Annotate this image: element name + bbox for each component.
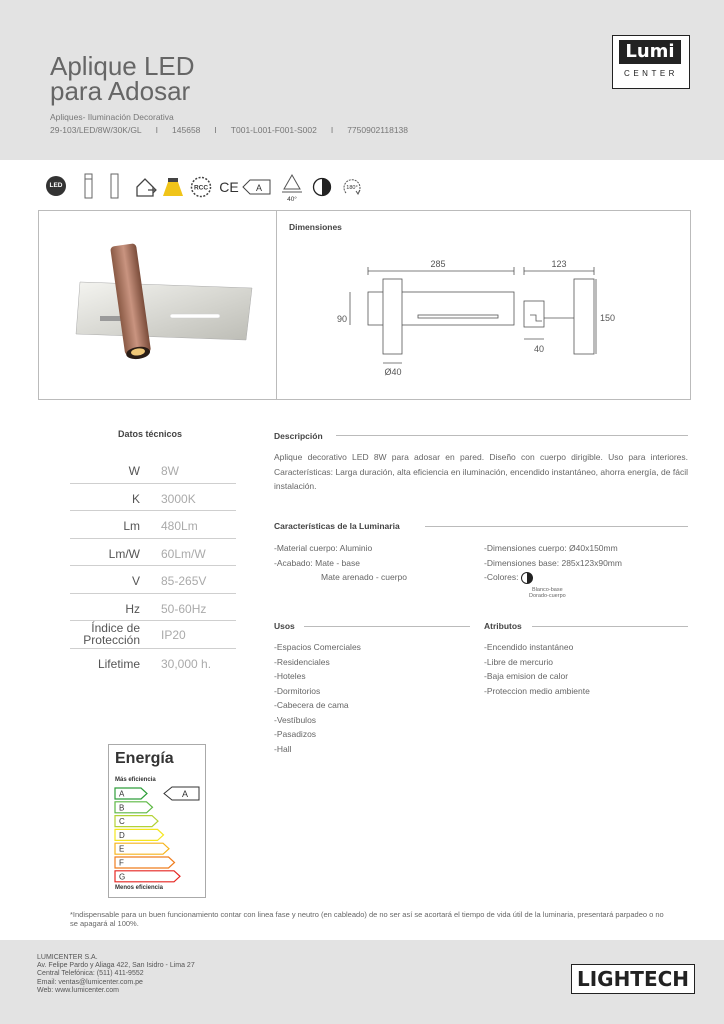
description-rule: [336, 435, 688, 436]
tech-row-kelvin: [70, 484, 236, 512]
tech-value: 30,000 h.: [161, 656, 212, 671]
tech-key: W: [128, 464, 140, 478]
tech-row-efficacy: [70, 539, 236, 567]
tech-value: 85-265V: [161, 574, 207, 588]
indoor-icon: [134, 176, 158, 198]
uso-item: -Residenciales: [274, 656, 330, 667]
slot-outline: [418, 315, 498, 318]
base-depth-label: 40: [533, 344, 545, 354]
ce-label: CE: [219, 179, 239, 195]
side-body-outline: [574, 279, 594, 354]
tech-data-table: [70, 456, 236, 675]
uso-item: -Dormitorios: [274, 685, 321, 696]
features-rule: [425, 526, 688, 527]
uso-item: -Pasadizos: [274, 729, 317, 739]
atributo-item: -Baja emision de calor: [484, 671, 569, 681]
energy-class-c-label: C: [119, 817, 125, 827]
tech-value: 60Lm/W: [161, 546, 206, 561]
uso-item: -Cabecera de cama: [274, 700, 349, 710]
atributo-item: -Libre de mercurio: [484, 656, 553, 667]
feature-item: -Acabado: Mate - base: [274, 557, 360, 568]
tech-key: Lm/W: [108, 546, 140, 561]
tech-key-line2: Protección: [83, 633, 140, 647]
code-separator: I: [330, 125, 334, 135]
light-beam-icon: [162, 176, 184, 198]
usos-title: Usos: [274, 621, 295, 631]
uso-item: -Hoteles: [274, 671, 306, 681]
energy-class-f-bar: [115, 857, 175, 868]
tech-key: Lifetime: [97, 656, 140, 671]
company-line: LUMICENTER S.A.: [37, 954, 98, 961]
energy-class-label: A: [255, 183, 263, 193]
energy-less-efficiency: Menos eficiencia: [115, 885, 164, 891]
company-line: Av. Felipe Pardo y Aliaga 422, San Isidro - Lima 27: [37, 962, 195, 970]
tech-row-frequency: [70, 594, 236, 622]
title-line-1: Aplique LED: [50, 51, 195, 81]
company-info: [37, 954, 195, 995]
tech-row-protection: [70, 621, 236, 649]
tech-row-lumens: [70, 511, 236, 539]
features-left-list: [274, 541, 407, 585]
dimensions-title: Dimensiones: [289, 222, 342, 232]
model-code: 29-103/LED/8W/30K/GL: [50, 125, 142, 135]
rcc-label: RCC: [193, 184, 209, 192]
energy-class-f-label: F: [119, 858, 124, 868]
uso-item: -Hall: [274, 743, 292, 754]
color-swatch-icon: [519, 570, 535, 586]
product-subtitle: Apliques- Iluminación Decorativa: [50, 112, 174, 122]
barcode-number: 7750902118138: [347, 125, 409, 135]
company-line: Web: www.lumicenter.com: [37, 986, 119, 994]
logo-bottom-text: CENTER: [624, 69, 678, 78]
energy-label: [108, 744, 206, 898]
color-notes: [529, 587, 566, 599]
features-title: Características de la Luminaria: [274, 521, 400, 531]
code-separator: I: [155, 125, 159, 135]
feature-item: -Material cuerpo: Aluminio: [274, 543, 373, 553]
energy-class-g-label: G: [119, 872, 126, 882]
tech-row-voltage: [70, 566, 236, 594]
code-separator: I: [214, 125, 217, 135]
feature-item: -Dimensiones cuerpo: Ø40x150mm: [484, 543, 618, 553]
tech-value: 3000K: [161, 491, 196, 506]
product-title: [50, 51, 195, 106]
energy-rating-label: A: [181, 789, 189, 799]
feature-item: -Colores:: [484, 572, 519, 582]
logo-top-text: Lumi: [619, 40, 681, 64]
diameter-label: Ø40: [384, 367, 402, 377]
energy-class-b-label: B: [119, 803, 125, 813]
wall-mount-icon: [82, 172, 96, 202]
description-title: Descripción: [274, 431, 323, 441]
led-icon: LED: [46, 176, 66, 196]
height-label: 90: [336, 314, 347, 324]
energy-title: Energía: [115, 750, 174, 767]
rcc-icon: [190, 175, 212, 199]
energy-class-icon: [242, 177, 272, 197]
total-height-label: 150: [600, 313, 616, 323]
energy-class-a-label: A: [119, 789, 125, 799]
tech-value: IP20: [161, 628, 186, 642]
description-text: Aplique decorativo LED 8W para adosar en pared. Diseño con cuerpo dirigible. Uso para interiores. Características: Larga duración, alta eficiencia en iluminación, encendido instantáneo, ahorra energía, de fácil instalación.: [274, 452, 688, 491]
usos-list: [274, 640, 361, 756]
beam-angle-label: 40°: [287, 196, 297, 203]
tech-key: V: [131, 574, 140, 588]
atributo-item: -Proteccion medio ambiente: [484, 685, 590, 696]
body-outline: [383, 279, 402, 354]
energy-more-efficiency: Más eficiencia: [115, 777, 156, 783]
lightech-logo: LIGHTECH: [571, 964, 695, 994]
ref-code: T001-L001-F001-S002: [230, 125, 317, 135]
color-icon: [310, 175, 334, 199]
surface-mount-icon: [108, 172, 122, 202]
sku-code: 145658: [172, 125, 201, 135]
rotation-label: 180°: [346, 185, 358, 191]
footnote: *Indispensable para un buen funcionamiento contar con linea fase y neutro (en cableado) de no ser así se acortará el tiempo de vida útil de la luminaria, presentará parpadeo o no se apagará al 100%.: [70, 910, 664, 928]
company-line: Central Telefónica: (511) 411-9552: [37, 970, 144, 978]
title-line-2: para Adosar: [50, 76, 191, 106]
energy-class-e-label: E: [119, 844, 125, 854]
ce-icon: [218, 177, 240, 197]
tech-key: K: [131, 491, 140, 506]
tech-row-watts: [70, 456, 236, 484]
tech-key: [83, 622, 140, 646]
uso-item: -Vestíbulos: [274, 714, 317, 725]
color-note: Dorado-cuerpo: [529, 593, 566, 599]
box-divider: [276, 211, 277, 399]
tech-value: 8W: [161, 464, 179, 478]
product-codes: [50, 125, 408, 135]
atributo-item: -Encendido instantáneo: [484, 642, 574, 652]
feature-item: Mate arenado - cuerpo: [321, 572, 407, 582]
tech-key: Hz: [125, 601, 140, 616]
lumicenter-logo: [612, 35, 690, 89]
energy-bars: [109, 745, 205, 897]
width-label: 285: [430, 259, 446, 269]
tech-data-title: Datos técnicos: [118, 429, 183, 439]
atributos-list: [484, 640, 590, 698]
tech-row-lifetime: [70, 649, 236, 676]
rotation-icon: [340, 175, 364, 199]
side-base-outline: [524, 301, 544, 327]
product-photo: [70, 232, 260, 372]
atributos-rule: [532, 626, 688, 627]
energy-class-d-label: D: [119, 830, 125, 840]
tech-value: 480Lm: [161, 519, 198, 533]
feature-item: -Dimensiones base: 285x123x90mm: [484, 557, 622, 568]
uso-item: -Espacios Comerciales: [274, 642, 361, 652]
usos-rule: [304, 626, 470, 627]
atributos-title: Atributos: [484, 621, 522, 631]
depth-label: 123: [551, 259, 567, 269]
beam-angle-icon: [280, 172, 304, 204]
company-line: Email: ventas@lumicenter.com.pe: [37, 978, 143, 986]
features-right-list: [484, 541, 622, 585]
tech-key: Lm: [123, 519, 140, 533]
color-note: Blanco-base: [532, 587, 563, 593]
dimensions-drawing: [330, 255, 630, 380]
tech-value: 50-60Hz: [161, 601, 207, 616]
tech-key-line1: Índice de: [91, 621, 140, 635]
